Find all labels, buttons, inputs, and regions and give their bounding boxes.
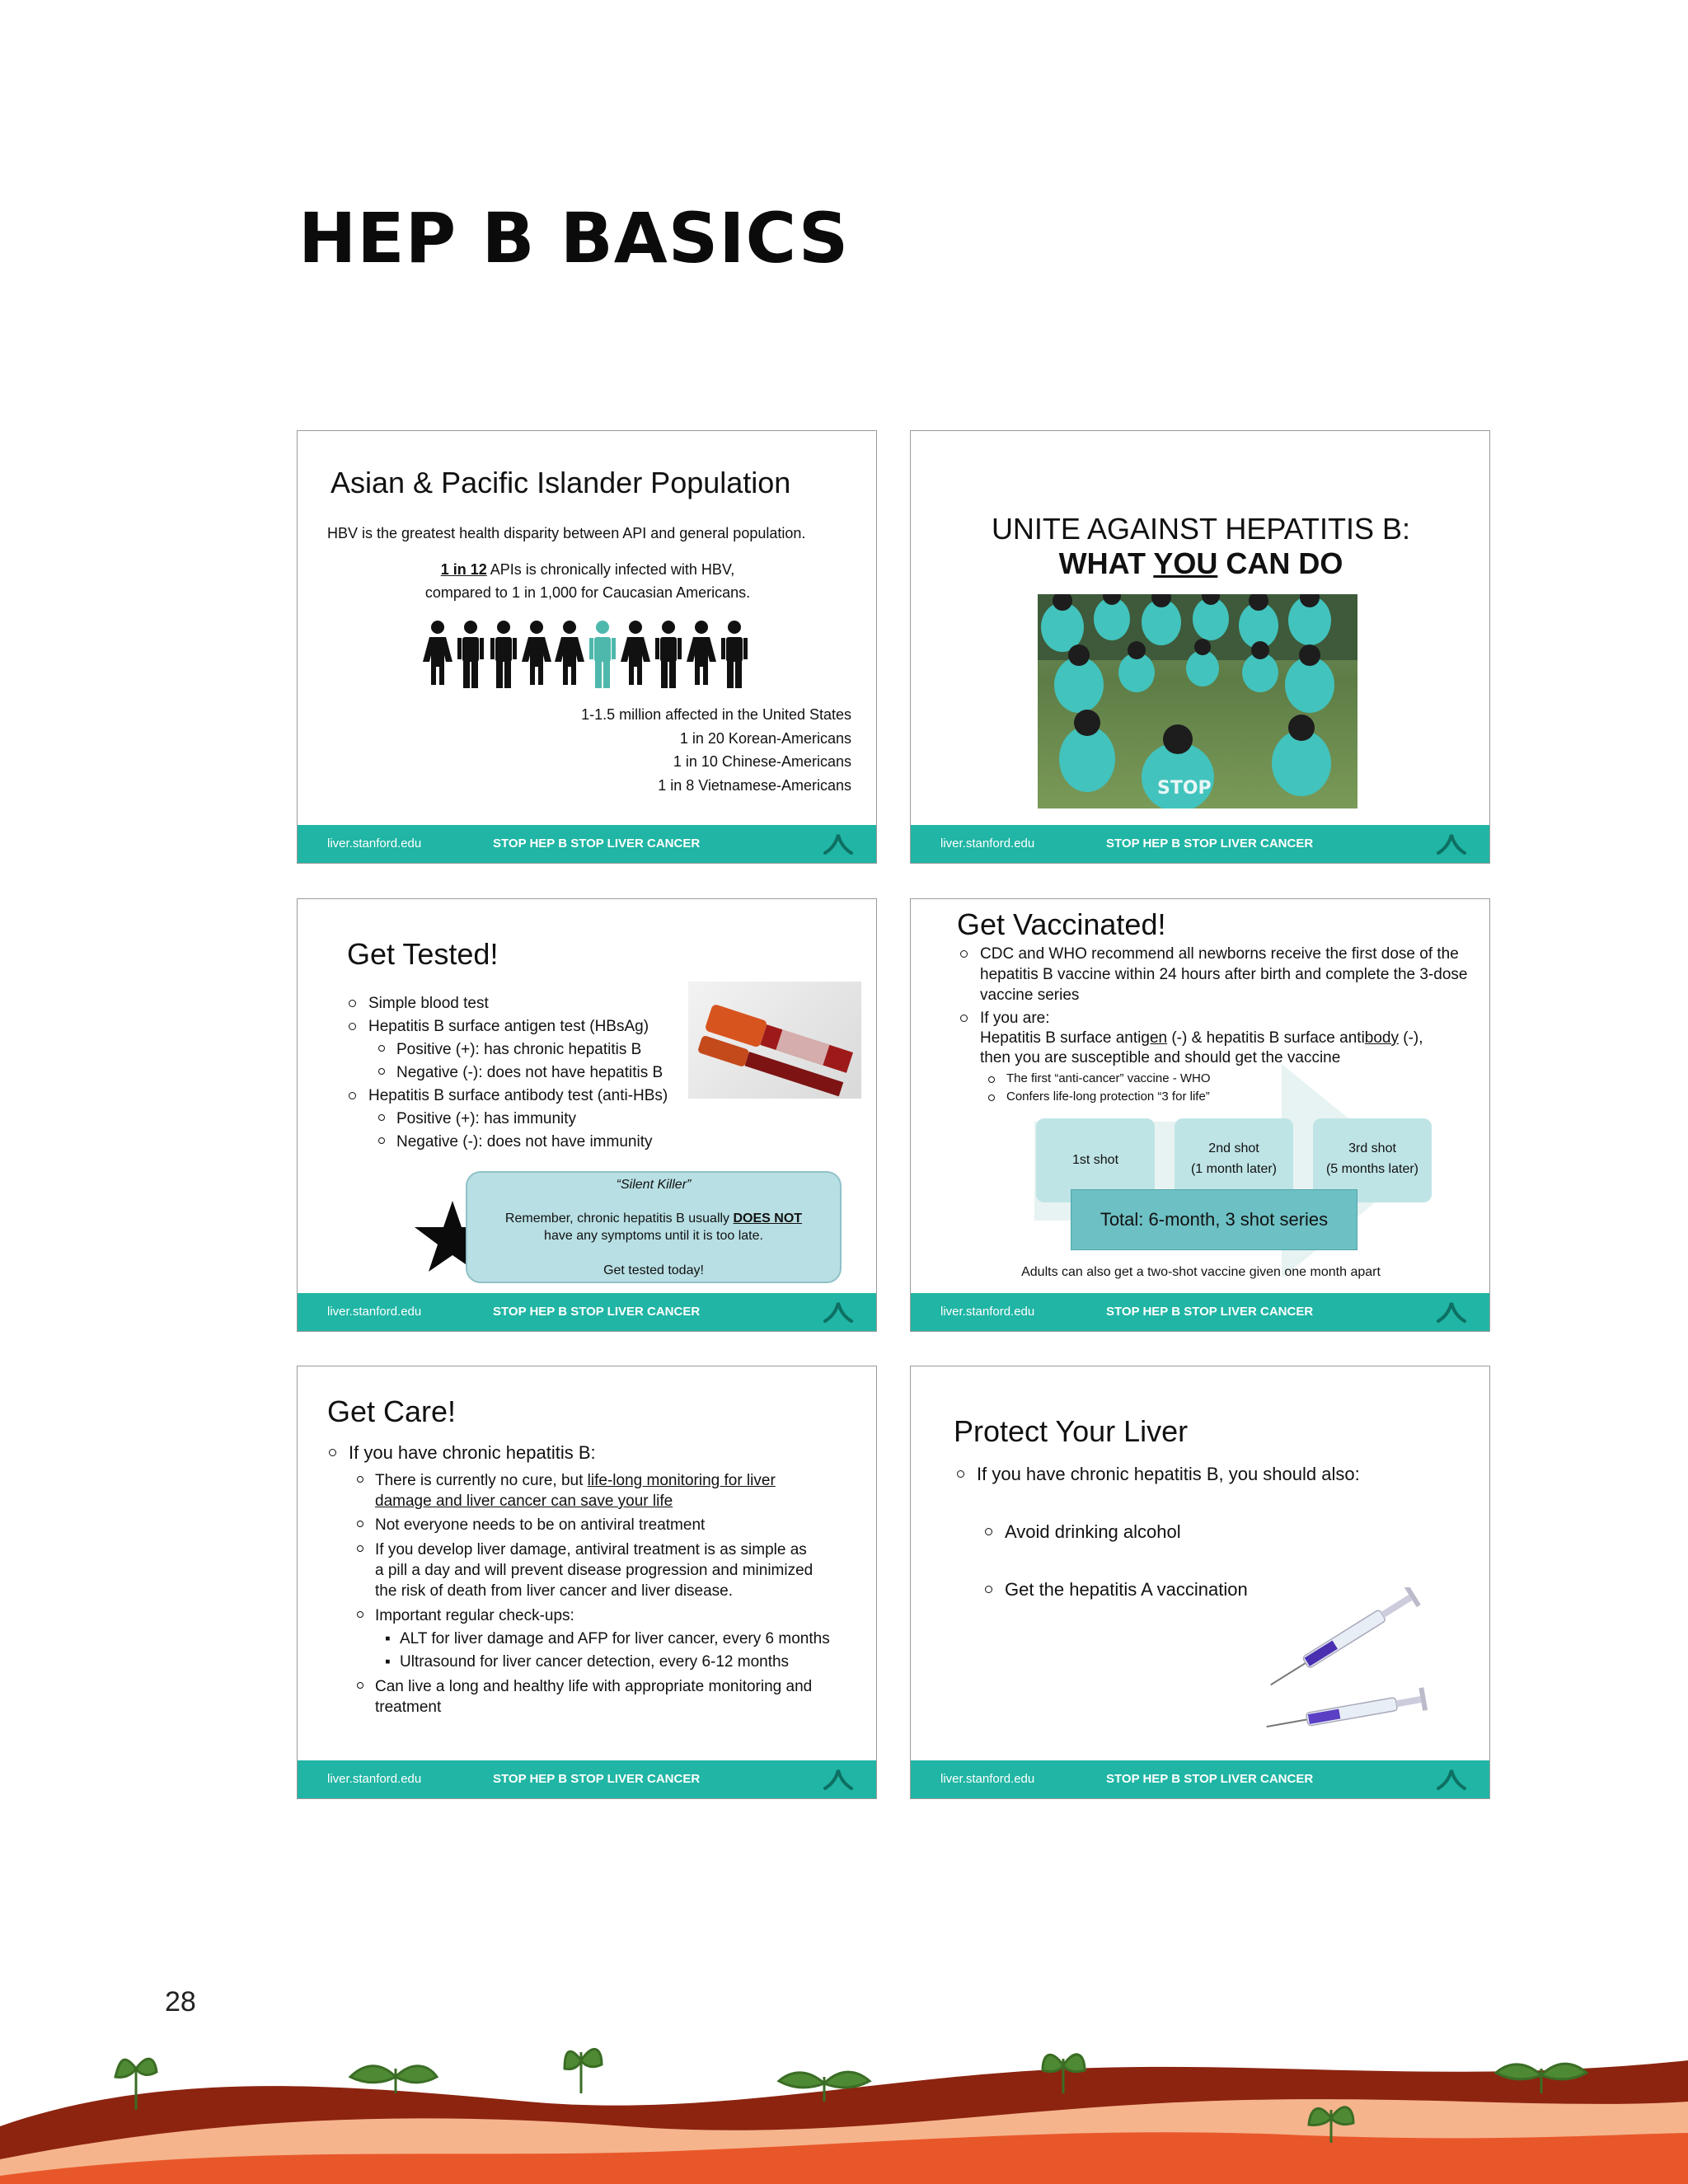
stanford-logo-icon [1435,1767,1468,1792]
checkup-ultrasound: ▪ Ultrasound for liver cancer detection, every 6-12 months [400,1652,789,1672]
person-icon-8 [655,621,682,688]
stanford-logo-icon [822,1767,855,1792]
fact-korean: 1 in 20 Korean-Americans [679,729,851,747]
stat-bold: 1 in 12 [440,561,487,578]
person-icon-9 [687,621,716,685]
bullet-blood-test: Simple blood test [368,995,489,1012]
antigen-u: gen [1141,1029,1168,1047]
stat-line [298,560,877,580]
slide-title: Protect Your Liver [954,1414,1189,1448]
page-number: 28 [165,1986,196,2018]
bullet-checkups: Important regular check-ups: [375,1607,574,1624]
slide-protect-your-liver [910,1366,1490,1799]
total-series-box [1071,1189,1357,1250]
live-long-line-1: Can live a long and healthy life with appropriate monitoring and [375,1678,813,1695]
what-text: WHAT [1058,546,1154,580]
slide-footer [298,825,876,863]
slide-footer [911,1760,1489,1798]
footer-url: liver.stanford.edu [940,837,1035,851]
silent-killer-callout [466,1171,842,1283]
slide-footer [298,1293,876,1331]
footer-slogan: STOP HEP B STOP LIVER CANCER [493,1772,701,1786]
fact-vietnamese: 1 in 8 Vietnamese-Americans [658,776,851,794]
footer-slogan: STOP HEP B STOP LIVER CANCER [1106,1305,1314,1319]
page-title: HEP B BASICS [298,198,850,279]
bullet-anti-hbs-positive: Positive (+): has immunity [396,1110,577,1127]
footer-url: liver.stanford.edu [940,1305,1035,1319]
antiviral-line-3: the risk of death from liver cancer and liver disease. [375,1582,734,1600]
facts-list [581,703,851,797]
callout-text-a: Remember, chronic hepatitis B usually [504,1212,734,1226]
total-series-text: Total: 6-month, 3 shot series [1100,1209,1329,1230]
stanford-logo-icon [822,1300,855,1324]
no-cure-text: There is currently no cure, but [375,1472,588,1489]
bullet-no-cure [375,1470,776,1511]
person-icon-10 [721,621,748,688]
slide-footer [298,1760,876,1798]
compare-text: compared to 1 in 1,000 for Caucasian Americans. [424,584,751,601]
first-shot-label: 1st shot [1071,1153,1119,1167]
bullet-hbsag-positive: Positive (+): has chronic hepatitis B [396,1041,642,1058]
footer-slogan: STOP HEP B STOP LIVER CANCER [493,837,701,851]
slide-api-population [297,430,877,864]
bullet-should-also: If you have chronic hepatitis B, you should also: [977,1464,1360,1484]
can-do-text: CAN DO [1217,546,1343,580]
save-your-life-text: damage and liver cancer can save your life [375,1493,673,1510]
person-icon-3 [490,621,517,688]
person-icon-4 [522,621,551,685]
then-susceptible: then you are susceptible and should get the vaccine [980,1049,1341,1066]
slide-get-tested [297,898,877,1332]
antigen-b: (-) & hepatitis B surface anti [1167,1029,1365,1047]
bullet-three-for-life: Confers life-long protection “3 for life” [1006,1090,1210,1104]
callout-line-1 [467,1210,840,1227]
bullet-live-long [375,1676,812,1718]
third-shot-timing: (5 months later) [1325,1162,1419,1176]
disparity-text: HBV is the greatest health disparity between API and general population. [327,525,806,541]
bullet-hbsag-negative: Negative (-): does not have hepatitis B [396,1064,663,1081]
antigen-a: Hepatitis B surface anti [980,1029,1142,1047]
footer-slogan: STOP HEP B STOP LIVER CANCER [493,1305,701,1319]
live-long-line-2: treatment [375,1699,442,1716]
blood-tube-photo [688,982,861,1099]
checkup-alt-afp: ▪ ALT for liver damage and AFP for liver cancer, every 6 months [400,1629,830,1649]
slide-title: Get Tested! [347,937,499,971]
callout-line-2: have any symptoms until it is too late. [544,1229,763,1243]
shirt-text: STOP [1157,778,1212,799]
bullet-anti-hbs-negative: Negative (-): does not have immunity [396,1133,653,1151]
footer-url: liver.stanford.edu [940,1772,1035,1786]
unite-heading: UNITE AGAINST HEPATITIS B: [991,512,1411,546]
second-shot-label: 2nd shot [1208,1141,1259,1155]
bullet-hep-a-vaccine: Get the hepatitis A vaccination [1005,1579,1248,1600]
you-text: YOU [1153,546,1218,580]
antiviral-line-1: If you develop liver damage, antiviral treatment is as simple as [375,1541,807,1558]
stanford-logo-icon [1435,1300,1468,1324]
people-icons [421,619,759,693]
antibody-u: body [1364,1029,1399,1047]
bullet-antiviral [375,1540,813,1601]
what-you-can-do [911,546,1490,581]
slide-get-vaccinated [910,898,1490,1332]
bullet-not-everyone: Not everyone needs to be on antiviral treatment [375,1516,706,1534]
antiviral-line-2: a pill a day and will prevent disease progression and minimized [375,1562,814,1579]
blood-tube-illustration [688,982,861,1099]
footer-url: liver.stanford.edu [327,1772,422,1786]
volunteers-illustration [1038,594,1357,808]
person-icon-highlighted [589,621,616,688]
bullet-anti-cancer: The first “anti-cancer” vaccine - WHO [1006,1071,1211,1085]
sprout-icon-3 [565,2049,602,2093]
antigen-line [980,1028,1423,1048]
fact-us: 1-1.5 million affected in the United States [581,706,851,723]
volunteers-photo [1038,594,1357,808]
syringe-icon [1257,1587,1438,1744]
bullet-avoid-alcohol: Avoid drinking alcohol [1005,1521,1181,1542]
callout-bold: DOES NOT [733,1212,803,1226]
stanford-logo-icon [822,832,855,856]
bullet-anti-hbs: Hepatitis B surface antibody test (anti-HBs) [368,1087,668,1104]
slide-footer [911,1293,1489,1331]
footer-url: liver.stanford.edu [327,1305,422,1319]
person-icon-5 [555,621,584,685]
slide-title: Asian & Pacific Islander Population [331,466,791,499]
bullet-hbsag: Hepatitis B surface antigen test (HBsAg) [368,1018,649,1035]
callout-line-3: Get tested today! [603,1263,704,1277]
slide-title: Get Vaccinated! [957,907,1166,941]
antigen-c: (-), [1399,1029,1423,1047]
slide-title: Get Care! [327,1394,457,1428]
person-icon-1 [423,621,452,685]
slide-get-care [297,1366,877,1799]
person-icon-2 [457,621,484,688]
monitoring-text: life-long monitoring for liver [587,1472,776,1489]
slide-footer [911,825,1489,863]
third-shot-label: 3rd shot [1348,1141,1396,1155]
slide-unite-against-hep-b [910,430,1490,864]
bullet-recommendation: CDC and WHO recommend all newborns receive the first dose of the hepatitis B vaccine within 24 hours after birth and complete the 3-dose vaccine series [980,944,1479,1005]
stanford-logo-icon [1435,832,1468,856]
callout-title: “Silent Killer” [616,1178,692,1192]
adults-two-shot: Adults can also get a two-shot vaccine given one month apart [1021,1265,1381,1279]
soil-sprouts-decoration [0,2036,1688,2184]
person-icon-7 [621,621,650,685]
fact-chinese: 1 in 10 Chinese-Americans [673,753,851,770]
footer-slogan: STOP HEP B STOP LIVER CANCER [1106,837,1314,851]
footer-slogan: STOP HEP B STOP LIVER CANCER [1106,1772,1314,1786]
stat-rest: APIs is chronically infected with HBV, [486,561,735,578]
bullet-if-chronic: If you have chronic hepatitis B: [349,1442,596,1463]
footer-url: liver.stanford.edu [327,837,422,851]
bullet-if-you-are: If you are: [980,1010,1050,1027]
second-shot-timing: (1 month later) [1190,1162,1278,1176]
